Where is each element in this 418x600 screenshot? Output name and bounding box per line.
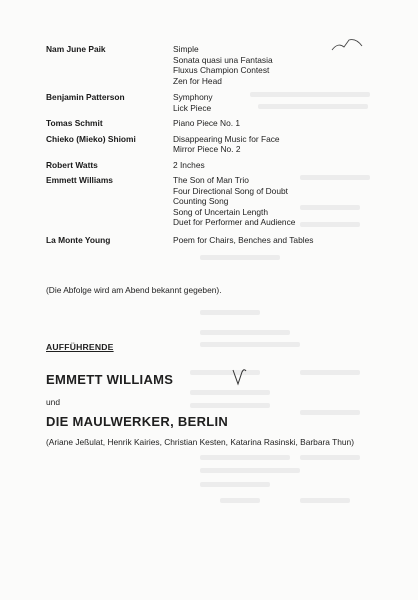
performers-heading: AUFFÜHRENDE: [46, 342, 114, 352]
work-title: Duet for Performer and Audience: [173, 217, 296, 227]
work-title: Lick Piece: [173, 102, 212, 113]
work-title: Disappearing Music for Face: [173, 133, 280, 144]
work-title: The Son of Man Trio: [173, 175, 249, 185]
work-title: Counting Song: [173, 196, 229, 206]
composer-name: Tomas Schmit: [46, 118, 103, 128]
program-row: [46, 175, 386, 228]
works-list: [173, 134, 386, 155]
composer-name: Emmett Williams: [46, 175, 113, 185]
work-title: Zen for Head: [173, 75, 222, 86]
program-row: [46, 134, 386, 155]
work-title: 2 Inches: [173, 159, 205, 170]
work-title: Symphony: [173, 92, 213, 102]
work-title: Mirror Piece No. 2: [173, 144, 241, 154]
works-list: [173, 235, 386, 246]
program-list: [46, 44, 386, 245]
program-row: [46, 235, 386, 246]
program-row: [46, 118, 386, 129]
works-list: [173, 118, 386, 129]
work-title: Fluxus Champion Contest: [173, 65, 270, 75]
works-list: [173, 160, 386, 171]
performer-emmett-williams: EMMETT WILLIAMS: [46, 372, 174, 387]
pen-check-mark-middle: [230, 366, 250, 388]
program-row: [46, 160, 386, 171]
composer-name: Chieko (Mieko) Shiomi: [46, 133, 136, 144]
work-title: Piano Piece No. 1: [173, 118, 241, 128]
composer-name: Robert Watts: [46, 159, 98, 170]
pen-check-mark-top: [330, 38, 364, 56]
work-title: Song of Uncertain Length: [173, 206, 268, 217]
work-title: Simple: [173, 44, 199, 54]
work-title: Poem for Chairs, Benches and Tables: [173, 234, 314, 245]
work-title: Four Directional Song of Doubt: [173, 185, 288, 196]
composer-name: La Monte Young: [46, 234, 111, 245]
ensemble-members: (Ariane Jeßulat, Henrik Kairies, Christian Kesten, Katarina Rasinski, Barbara Thun): [46, 437, 354, 447]
order-note: (Die Abfolge wird am Abend bekannt gegeben).: [46, 285, 222, 295]
performer-maulwerker: DIE MAULWERKER, BERLIN: [46, 414, 229, 429]
program-row: [46, 92, 386, 113]
composer-name: Nam June Paik: [46, 44, 106, 54]
works-list: [173, 92, 386, 113]
works-list: [173, 175, 386, 228]
composer-name: Benjamin Patterson: [46, 92, 125, 102]
work-title: Sonata quasi una Fantasia: [173, 54, 273, 65]
and-word: und: [46, 397, 60, 407]
